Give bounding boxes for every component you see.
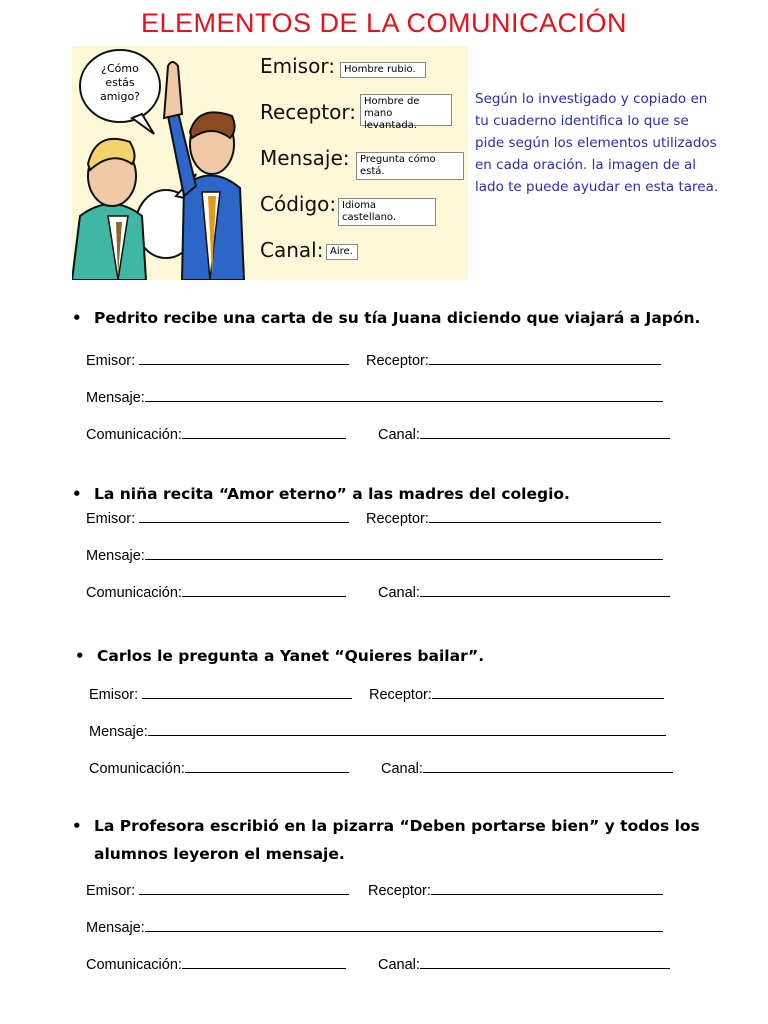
canal-field[interactable]: Canal: [378,582,670,601]
canal-field[interactable]: Canal: [378,424,670,443]
canal-label: Canal: [260,238,324,262]
exercise-item [72,812,702,991]
canal-blank[interactable] [420,424,670,439]
canal-field[interactable]: Canal: [381,758,673,777]
emisor-blank[interactable] [139,350,349,365]
comunicacion-field[interactable]: Comunicación: [86,954,346,973]
exercise-sentence: • Carlos le pregunta a Yanet “Quieres bailar”. [75,642,715,670]
mensaje-label: Mensaje: [260,146,350,170]
mensaje-field[interactable]: Mensaje: [86,917,663,936]
emisor-blank[interactable] [142,684,352,699]
canal-blank[interactable] [420,954,670,969]
mensaje-value: Pregunta cómo está. [356,152,464,180]
bullet-icon: • [72,309,82,327]
exercise-sentence: • Pedrito recibe una carta de su tía Juana diciendo que viajará a Japón. [72,304,712,332]
emisor-blank[interactable] [139,508,349,523]
emisor-field[interactable]: Emisor: [86,508,349,527]
mensaje-field[interactable]: Mensaje: [86,545,663,564]
exercise-sentence: • La niña recita “Amor eterno” a las madres del colegio. [72,480,712,508]
comunicacion-field[interactable]: Comunicación: [86,582,346,601]
codigo-label: Código: [260,192,337,216]
page-title: ELEMENTOS DE LA COMUNICACIÓN [140,8,628,38]
emisor-field[interactable]: Emisor: [86,880,349,899]
speech-line-2: estás [105,76,135,89]
comunicacion-blank[interactable] [185,758,349,773]
receptor-blank[interactable] [429,350,661,365]
emisor-value: Hombre rubio. [340,62,426,78]
exercise-item [72,480,712,619]
speech-line-1: ¿Cómo [101,62,139,75]
comunicacion-blank[interactable] [182,954,346,969]
mensaje-blank[interactable] [148,721,666,736]
receptor-field[interactable]: Receptor: [366,508,661,527]
receptor-label: Receptor: [260,100,356,124]
canal-blank[interactable] [423,758,673,773]
canal-value: Aire. [326,244,358,260]
bullet-icon: • [72,817,82,835]
receptor-field[interactable]: Receptor: [368,880,663,899]
exercise-item [75,642,715,795]
mensaje-blank[interactable] [145,545,663,560]
bullet-icon: • [72,485,82,503]
mensaje-blank[interactable] [145,917,663,932]
comunicacion-blank[interactable] [182,582,346,597]
codigo-value: Idioma castellano. [338,198,436,226]
receptor-blank[interactable] [431,880,663,895]
mensaje-field[interactable]: Mensaje: [89,721,666,740]
receptor-field[interactable]: Receptor: [366,350,661,369]
exercise-sentence: • La Profesora escribió en la pizarra “Deben portarse bien” y todos los alumnos leyeron el mensaje. [72,812,702,868]
comunicacion-field[interactable]: Comunicación: [86,424,346,443]
mensaje-blank[interactable] [145,387,663,402]
emisor-field[interactable]: Emisor: [89,684,352,703]
receptor-blank[interactable] [432,684,664,699]
bullet-icon: • [75,647,85,665]
emisor-label: Emisor: [260,54,335,78]
emisor-blank[interactable] [139,880,349,895]
comunicacion-field[interactable]: Comunicación: [89,758,349,777]
receptor-field[interactable]: Receptor: [369,684,664,703]
instructions-text: Según lo investigado y copiado en tu cuaderno identifica lo que se pide según los elementos utilizados en cada oración. la imagen de al lado te puede ayudar en esta tarea. [475,91,719,195]
speech-line-3: amigo? [99,90,141,103]
mensaje-field[interactable]: Mensaje: [86,387,663,406]
exercise-item [72,304,712,461]
receptor-value: Hombre de mano levantada. [360,94,452,126]
canal-field[interactable]: Canal: [378,954,670,973]
canal-blank[interactable] [420,582,670,597]
emisor-field[interactable]: Emisor: [86,350,349,369]
comunicacion-blank[interactable] [182,424,346,439]
receptor-blank[interactable] [429,508,661,523]
communication-illustration [72,46,468,280]
